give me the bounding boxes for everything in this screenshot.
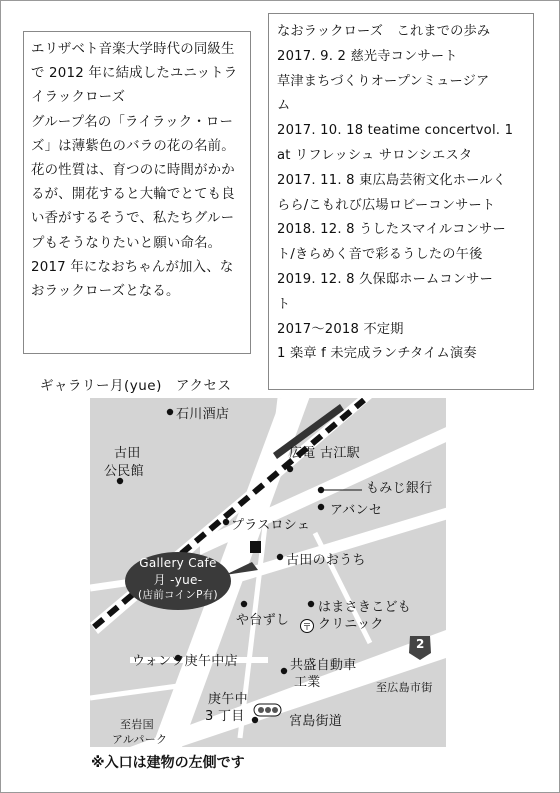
intro-box: [23, 31, 251, 354]
history-line: 2017. 10. 18 teatime concertvol. 1: [277, 123, 514, 139]
label-kyosei: 共盛自動車: [290, 658, 357, 673]
post-office-symbol: 〒: [302, 623, 312, 633]
history-line: 2017～2018 不定期: [277, 321, 404, 337]
label-hamasaki: クリニック: [318, 617, 384, 632]
label-furuta-house: 古田のおうち: [286, 553, 366, 568]
intro-paragraph: エリザベト音楽大学時代の同級生で 2012 年に結成したユニットライラックローズ: [31, 42, 238, 106]
label-to-iwakuni: 至岩国: [120, 718, 154, 731]
history-box: [268, 13, 534, 390]
marker-avance: [318, 504, 324, 510]
label-to-hiroshima: 至広島市街: [376, 681, 433, 694]
intro-paragraph: 2017 年になおちゃんが加入、なおラックローズとなる。: [31, 259, 234, 300]
history-line: ト/きらめく音で彩るうしたの午後: [277, 247, 483, 263]
label-station: 広電 古江駅: [289, 446, 360, 461]
label-momiji-bank: もみじ銀行: [366, 481, 433, 496]
entrance-note: ※入口は建物の左側です: [91, 755, 245, 771]
label-furuta-kominkan: 公民館: [104, 464, 144, 479]
label-to-iwakuni: アルパーク: [112, 733, 168, 746]
intro-paragraph: 花の性質は、育つのに時間がかかるが、開花すると大輪でとても良い香がするそうで、私たちグループもそうなりたいと願い命名。: [31, 163, 235, 251]
map-heading: ギャラリー月(yue) アクセス: [40, 378, 232, 394]
label-kogo: 庚午中: [208, 692, 248, 707]
history-line: 2018. 12. 8 うしたスマイルコンサー: [277, 222, 506, 238]
intro-paragraph: グループ名の「ライラック・ローズ」は薄紫色のバラの花の名前。: [31, 114, 235, 154]
label-plasroche: プラスロシェ: [231, 518, 311, 533]
label-wonz: ウォンツ庚午中店: [132, 654, 238, 669]
gallery-parking-note: (店前コインP有): [138, 589, 218, 601]
history-line: at リフレッシュ サロンシエスタ: [277, 147, 473, 163]
marker-ishikawa: [167, 409, 173, 415]
marker-hamasaki: [308, 601, 314, 607]
route-2-number: 2: [416, 637, 425, 651]
gallery-building: [250, 541, 261, 553]
label-kyosei: 工業: [294, 675, 321, 690]
label-kogo: 3 丁目: [205, 709, 245, 724]
marker-kyosei: [281, 668, 287, 674]
label-yadaizushi: や台ずし: [236, 613, 290, 628]
history-line: 2017. 11. 8 東広島芸術文化ホールく: [277, 172, 507, 188]
history-line: 2019. 12. 8 久保邸ホームコンサー: [277, 271, 493, 287]
marker-furuta-house: [277, 554, 283, 560]
marker-yadaizushi: [241, 601, 247, 607]
marker-momiji: [318, 487, 324, 493]
signal-lamp: [265, 707, 271, 713]
label-miyajima-kaido: 宮島街道: [289, 714, 343, 729]
gallery-name-jp: 月 -yue-: [153, 573, 203, 587]
history-line: らら/こもれび広場ロビーコンサート: [277, 197, 496, 213]
history-line: ム: [277, 98, 291, 114]
signal-lamp: [258, 707, 264, 713]
marker-kogo: [252, 717, 258, 723]
history-title: なおラックローズ これまでの歩み: [277, 24, 491, 39]
history-line: ト: [277, 296, 291, 312]
access-map: [90, 398, 446, 747]
label-hamasaki: はまさきこども: [318, 600, 412, 615]
label-ishikawa-sake: 石川酒店: [176, 407, 230, 422]
history-line: 草津まちづくりオープンミュージア: [277, 73, 490, 89]
history-line: 2017. 9. 2 慈光寺コンサート: [277, 48, 458, 64]
label-avance: アバンセ: [330, 503, 383, 518]
signal-lamp: [272, 707, 278, 713]
gallery-name: Gallery Cafe: [139, 556, 217, 570]
marker-station: [287, 466, 293, 472]
label-furuta-kominkan: 古田: [114, 446, 141, 461]
history-line: 1 楽章 f 未完成ランチタイム演奏: [277, 346, 477, 362]
marker-plasroche: [223, 519, 229, 525]
